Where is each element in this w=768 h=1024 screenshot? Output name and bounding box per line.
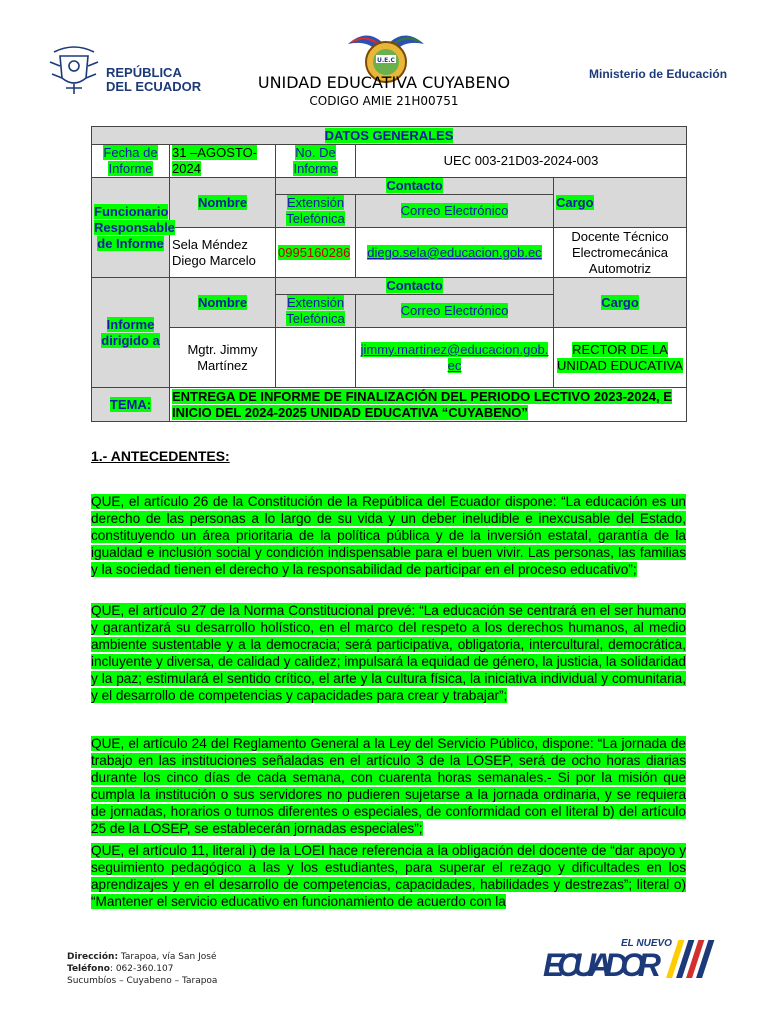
dirigido-label: Informe dirigido a [101,316,160,348]
dir-cargo-value: RECTOR DE LA UNIDAD EDUCATIVA [557,341,683,373]
paragraph-2: QUE, el artículo 27 de la Norma Constitucional prevé: “La educación se centrará en el ser humano y garantizará su desarrollo holístico, en el marco del respeto a los derechos humanos, al medio ambiente sustentable y a la democracia; será participativa, obligatoria, intercultural, democrática, incluyente y diversa, de calidad y calidez; impulsará la equidad de género, la justicia, la solidaridad y la paz; estimulará el sentido crítico, el arte y la cultura física, la iniciativa individual y comunitaria, y el desarrollo de competencias y capacidades para crear y trabajar”; [91,603,686,703]
svg-text:ECUADOR: ECUADOR [543,947,661,983]
dir-correo-cell [356,328,554,388]
responsable-label: Funcionario Responsable de Informe [94,203,175,251]
footer-ubicacion: Sucumbíos – Cuyabeno – Tarapoa [67,976,218,986]
ministry-label: Ministerio de Educación [589,67,728,81]
fecha-label-cell [92,145,170,178]
school-name: UNIDAD EDUCATIVA CUYABENO [257,73,511,92]
no-informe-value: UEC 003-21D03-2024-003 [356,145,687,178]
footer-telefono: Teléfono: 062-360.107 [67,964,174,974]
fecha-label: Fecha de Informe [103,145,158,176]
resp-cargo-header: Cargo [554,178,687,228]
dir-correo-link[interactable]: jimmy.martinez@educacion.gob.ec [360,341,549,373]
amie-code: CODIGO AMIE 21H00751 [309,94,459,108]
section-heading-antecedentes: 1.- ANTECEDENTES: [91,448,230,464]
fecha-value: 31 –AGOSTO-2024 [172,145,258,176]
resp-correo-cell [356,228,554,278]
dir-cargo-header: Cargo [554,278,687,328]
dir-correo-header: Correo Electrónico [356,295,554,328]
table-title: DATOS GENERALES [92,127,687,145]
resp-nombre-value: Sela Méndez Diego Marcelo [170,228,276,278]
dir-contacto-header: Contacto [276,278,554,295]
resp-ext-value-cell [276,228,356,278]
republic-line1: REPÚBLICA [106,65,182,80]
fecha-value-cell [170,145,276,178]
paragraph-1: QUE, el artículo 26 de la Constitución de la República del Ecuador dispone: “La educación es un derecho de las personas a lo largo de su vida y un deber ineludible e inexcusable del Estado, constituyendo un área prioritaria de la política pública y de la inversión estatal, garantía de la igualdad e inclusión social y condición indispensable para el buen vivir. Las personas, las familias y la sociedad tienen el derecho y la responsabilidad de participar en el proceso educativo”; [91,494,686,577]
school-emblem-text: U.E.C [377,57,395,64]
dir-nombre-header: Nombre [170,278,276,328]
tema-value: ENTREGA DE INFORME DE FINALIZACIÓN DEL PERIODO LECTIVO 2023-2024, E INICIO DEL 2024-2025 UNIDAD EDUCATIVA “CUYABENO” [172,388,672,420]
footer-direccion: Dirección: Tarapoa, vía San José [67,952,217,962]
resp-correo-header: Correo Electrónico [356,195,554,228]
responsable-label-cell [92,178,175,278]
paragraph-3: QUE, el artículo 24 del Reglamento General a la Ley del Servicio Público, dispone: “La jornada de trabajo en las instituciones señaladas en el artículo 3 de la LOSEP, será de ocho horas diarias durante los cinco días de cada semana, con cuarenta horas semanales.- Si por la misión que cumpla la institución o sus servidores no pudieren sujetarse a la jornada ordinaria, y se requiera de jornadas, horarios o turnos diferentes o especiales, de conformidad con el literal b) del artículo 25 de la LOSEP, se establecerán jornadas especiales”; [91,736,686,836]
general-data-table [91,126,687,422]
tema-label: TEMA: [109,396,152,412]
svg-text:EL NUEVO: EL NUEVO [621,938,672,949]
resp-correo-link[interactable]: diego.sela@educacion.gob.ec [367,244,542,260]
paragraph-4: QUE, el artículo 11, literal i) de la LOEI hace referencia a la obligación del docente de “dar apoyo y seguimiento pedagógico a las y los estudiantes, para superar el rezago y dificultades en los aprendizajes y en el desarrollo de competencias, capacidades, habilidades y destrezas”; literal o) “Mantener el servicio educativo en funcionamiento de acuerdo con la [91,843,686,909]
dirigido-label-cell [92,278,170,388]
resp-nombre-header: Nombre [170,178,276,228]
republic-line2: DEL ECUADOR [106,79,202,94]
no-informe-label: No. De Informe [293,145,338,176]
dir-extension-header: Extensión Telefónica [276,295,356,328]
tema-value-cell [170,388,687,422]
no-informe-label-cell [276,145,356,178]
dir-nombre-value: Mgtr. Jimmy Martínez [170,328,276,388]
dir-ext-value [276,328,356,388]
resp-ext-value: 0995160286 [278,244,351,260]
resp-contacto-header: Contacto [276,178,554,195]
resp-extension-header: Extensión Telefónica [276,195,356,228]
resp-cargo-value: Docente Técnico Electromecánica Automotriz [554,228,687,278]
el-nuevo-ecuador-logo-icon [541,932,723,986]
tema-label-cell [92,388,170,422]
dir-cargo-cell [554,328,687,388]
footer-address [67,951,217,987]
